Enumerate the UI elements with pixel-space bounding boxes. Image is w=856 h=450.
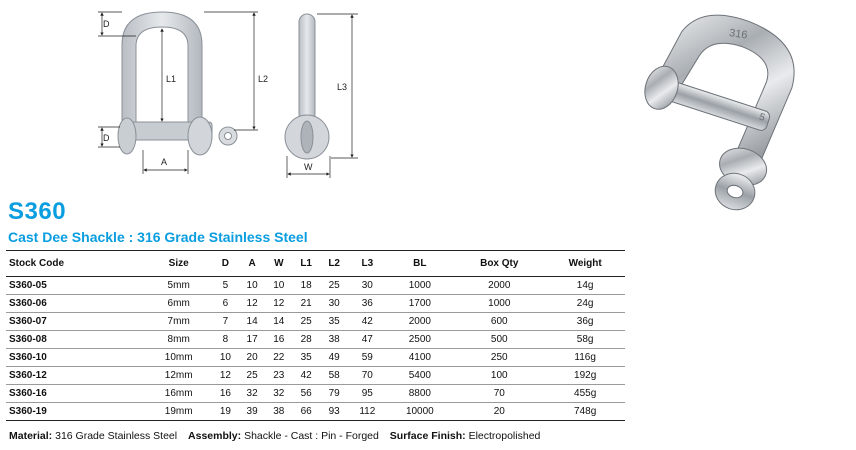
cell-stock-code: S360-07 — [6, 313, 145, 331]
label-d-top: D — [103, 19, 110, 29]
cell-l1: 21 — [292, 295, 320, 313]
cell-a: 39 — [239, 403, 266, 421]
cell-l1: 42 — [292, 367, 320, 385]
cell-w: 12 — [265, 295, 292, 313]
cell-a: 20 — [239, 349, 266, 367]
cell-bl: 1700 — [386, 295, 453, 313]
cell-a: 12 — [239, 295, 266, 313]
cell-l1: 56 — [292, 385, 320, 403]
cell-bl: 2500 — [386, 331, 453, 349]
cell-a: 25 — [239, 367, 266, 385]
side-view-shackle — [285, 14, 329, 159]
cell-l3: 36 — [348, 295, 386, 313]
header-l2: L2 — [320, 251, 348, 277]
cell-l1: 25 — [292, 313, 320, 331]
table-row — [6, 313, 625, 331]
cell-a: 17 — [239, 331, 266, 349]
cell-bl: 2000 — [386, 313, 453, 331]
cell-stock-code: S360-19 — [6, 403, 145, 421]
cell-bl: 8800 — [386, 385, 453, 403]
cell-weight: 748g — [545, 403, 625, 421]
cell-size: 8mm — [145, 331, 212, 349]
table-row — [6, 385, 625, 403]
table-row — [6, 277, 625, 295]
shackle-product-image — [610, 10, 840, 225]
cell-size: 12mm — [145, 367, 212, 385]
cell-a: 14 — [239, 313, 266, 331]
spec-table — [6, 250, 625, 421]
header-box-qty: Box Qty — [453, 251, 545, 277]
spec-footer — [9, 430, 540, 442]
table-row — [6, 331, 625, 349]
label-d-pin: D — [103, 133, 110, 143]
cell-box-qty: 250 — [453, 349, 545, 367]
stamp-size: 5 — [757, 111, 767, 124]
cell-size: 6mm — [145, 295, 212, 313]
cell-l1: 28 — [292, 331, 320, 349]
cell-d: 6 — [212, 295, 239, 313]
header-weight: Weight — [545, 251, 625, 277]
cell-stock-code: S360-10 — [6, 349, 145, 367]
cell-stock-code: S360-12 — [6, 367, 145, 385]
cell-d: 5 — [212, 277, 239, 295]
cell-w: 10 — [265, 277, 292, 295]
cell-w: 16 — [265, 331, 292, 349]
cell-size: 16mm — [145, 385, 212, 403]
label-a: A — [161, 157, 168, 167]
cell-w: 14 — [265, 313, 292, 331]
cell-d: 12 — [212, 367, 239, 385]
cell-bl: 5400 — [386, 367, 453, 385]
product-code: S360 — [8, 198, 67, 225]
cell-l1: 18 — [292, 277, 320, 295]
cell-stock-code: S360-05 — [6, 277, 145, 295]
cell-a: 32 — [239, 385, 266, 403]
cell-l2: 49 — [320, 349, 348, 367]
cell-box-qty: 2000 — [453, 277, 545, 295]
header-l1: L1 — [292, 251, 320, 277]
label-w: W — [304, 162, 313, 172]
cell-l1: 66 — [292, 403, 320, 421]
cell-box-qty: 500 — [453, 331, 545, 349]
label-l2: L2 — [258, 74, 269, 84]
cell-d: 19 — [212, 403, 239, 421]
cell-size: 7mm — [145, 313, 212, 331]
spec-table-header — [6, 251, 625, 277]
cell-weight: 36g — [545, 313, 625, 331]
table-row — [6, 349, 625, 367]
cell-weight: 24g — [545, 295, 625, 313]
stamp-grade: 316 — [728, 27, 749, 42]
cell-size: 10mm — [145, 349, 212, 367]
cell-w: 38 — [265, 403, 292, 421]
header-l3: L3 — [348, 251, 386, 277]
cell-l2: 30 — [320, 295, 348, 313]
cell-weight: 455g — [545, 385, 625, 403]
front-view-shackle — [118, 12, 237, 155]
cell-size: 5mm — [145, 277, 212, 295]
cell-d: 10 — [212, 349, 239, 367]
cell-d: 7 — [212, 313, 239, 331]
finish-value: Electropolished — [468, 430, 541, 442]
assembly-label: Assembly: — [188, 430, 242, 442]
cell-l3: 30 — [348, 277, 386, 295]
header-bl: BL — [386, 251, 453, 277]
cell-l3: 47 — [348, 331, 386, 349]
cell-bl: 1000 — [386, 277, 453, 295]
cell-w: 23 — [265, 367, 292, 385]
cell-w: 32 — [265, 385, 292, 403]
cell-weight: 116g — [545, 349, 625, 367]
table-row — [6, 295, 625, 313]
cell-l3: 59 — [348, 349, 386, 367]
header-size: Size — [145, 251, 212, 277]
cell-stock-code: S360-06 — [6, 295, 145, 313]
cell-a: 10 — [239, 277, 266, 295]
cell-w: 22 — [265, 349, 292, 367]
cell-weight: 14g — [545, 277, 625, 295]
cell-l1: 35 — [292, 349, 320, 367]
cell-d: 8 — [212, 331, 239, 349]
cell-d: 16 — [212, 385, 239, 403]
cell-weight: 58g — [545, 331, 625, 349]
cell-l2: 58 — [320, 367, 348, 385]
label-l3: L3 — [337, 82, 348, 92]
material-value: 316 Grade Stainless Steel — [55, 430, 178, 442]
cell-l3: 95 — [348, 385, 386, 403]
shackle-dimension-diagram — [0, 0, 420, 200]
cell-l3: 42 — [348, 313, 386, 331]
cell-box-qty: 20 — [453, 403, 545, 421]
cell-l2: 93 — [320, 403, 348, 421]
spec-table-body — [6, 277, 625, 421]
cell-box-qty: 70 — [453, 385, 545, 403]
cell-box-qty: 600 — [453, 313, 545, 331]
cell-stock-code: S360-08 — [6, 331, 145, 349]
cell-l2: 79 — [320, 385, 348, 403]
cell-l2: 25 — [320, 277, 348, 295]
cell-box-qty: 1000 — [453, 295, 545, 313]
cell-bl: 4100 — [386, 349, 453, 367]
cell-stock-code: S360-16 — [6, 385, 145, 403]
cell-weight: 192g — [545, 367, 625, 385]
cell-l3: 70 — [348, 367, 386, 385]
table-row — [6, 403, 625, 421]
header-w: W — [265, 251, 292, 277]
assembly-value: Shackle - Cast : Pin - Forged — [244, 430, 379, 442]
header-a: A — [239, 251, 266, 277]
finish-label: Surface Finish: — [389, 430, 466, 442]
material-label: Material: — [9, 430, 53, 442]
label-l1: L1 — [166, 74, 177, 84]
product-name: Cast Dee Shackle : 316 Grade Stainless Steel — [8, 229, 308, 245]
header-stock-code: Stock Code — [6, 251, 145, 277]
cell-size: 19mm — [145, 403, 212, 421]
cell-l2: 35 — [320, 313, 348, 331]
cell-bl: 10000 — [386, 403, 453, 421]
table-row — [6, 367, 625, 385]
cell-l2: 38 — [320, 331, 348, 349]
cell-l3: 112 — [348, 403, 386, 421]
header-d: D — [212, 251, 239, 277]
cell-box-qty: 100 — [453, 367, 545, 385]
